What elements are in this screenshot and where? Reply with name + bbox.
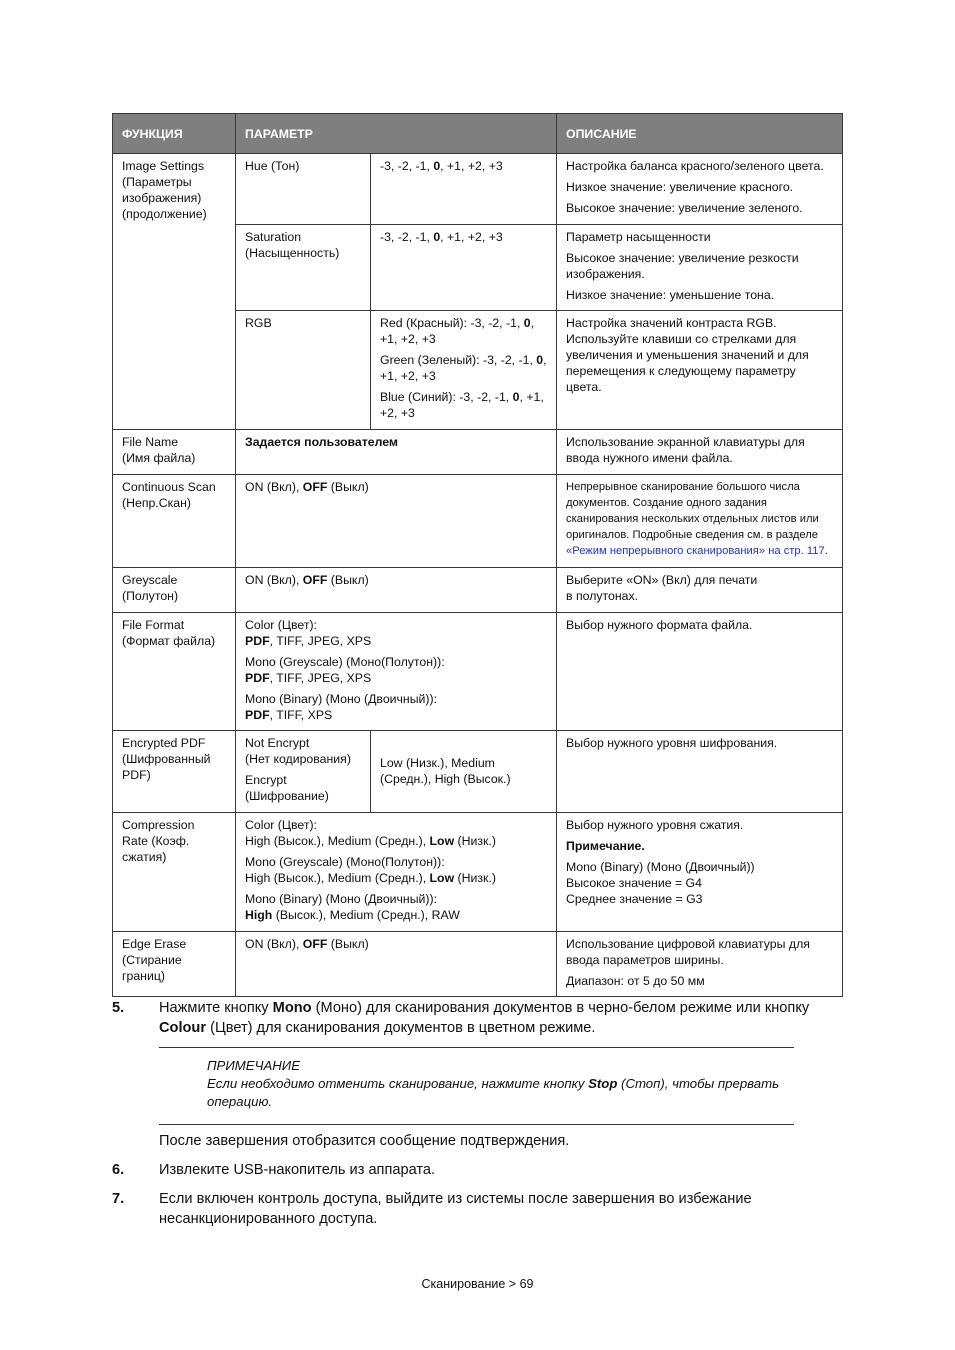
- step-5: 5. Нажмите кнопку Mono (Моно) для сканирования документов в черно-белом режиме или кнопку Colour (Цвет) для сканирования документов в цветном режиме.: [112, 1000, 810, 1036]
- header-function: ФУНКЦИЯ: [113, 114, 236, 154]
- table-row: [113, 731, 843, 813]
- desc-hue: Настройка баланса красного/зеленого цвета. Низкое значение: увеличение красного. Высокое значение: увеличение зеленого.: [557, 154, 843, 225]
- page-footer: Сканирование > 69: [421, 1277, 534, 1291]
- continuous-scan-link[interactable]: «Режим непрерывного сканирования» на стр. 117: [566, 545, 825, 557]
- table-row: [113, 813, 843, 932]
- desc-file-format: Выбор нужного формата файла.: [557, 613, 843, 731]
- note-box: [159, 1047, 794, 1125]
- header-parameter: ПАРАМЕТР: [236, 114, 557, 154]
- table-header-row: [113, 114, 843, 154]
- desc-rgb: Настройка значений контраста RGB. Используйте клавиши со стрелками для увеличения и уменьшения значений и для перемещения к следующему параметру цвета.: [557, 311, 843, 430]
- function-cell-greyscale: Greyscale (Полутон): [113, 568, 236, 613]
- step-7: 7. Если включен контроль доступа, выйдите из системы после завершения во избежание несанкционированного доступа.: [112, 1191, 752, 1227]
- values-rgb: Red (Красный): -3, -2, -1, 0, +1, +2, +3 Green (Зеленый): -3, -2, -1, 0, +1, +2, +3 Blue (Синий): -3, -2, -1, 0, +1, +2, +3: [371, 311, 557, 430]
- values-encrypted-pdf: Low (Низк.), Medium (Средн.), High (Высок.): [371, 731, 557, 813]
- param-saturation: Saturation (Насыщенность): [236, 225, 371, 311]
- param-edge-erase: ON (Вкл), OFF (Выкл): [236, 932, 557, 997]
- param-compression: Color (Цвет): High (Высок.), Medium (Средн.), Low (Низк.) Mono (Greyscale) (Моно(Полутон)): High (Высок.), Medium (Средн.), Low (Низк.) Mono (Binary) (Моно (Двоичный)): High (Высок.), Medium (Средн.), RAW: [236, 813, 557, 932]
- table-row: [113, 154, 843, 225]
- param-encrypted-pdf: Not Encrypt (Нет кодирования) Encrypt (Шифрование): [236, 731, 371, 813]
- desc-edge-erase: Использование цифровой клавиатуры для ввода параметров ширины. Диапазон: от 5 до 50 мм: [557, 932, 843, 997]
- desc-compression: Выбор нужного уровня сжатия. Примечание. Mono (Binary) (Моно (Двоичный)) Высокое значение = G4 Среднее значение = G3: [557, 813, 843, 932]
- param-file-name: Задается пользователем: [236, 430, 557, 475]
- header-description: ОПИСАНИЕ: [557, 114, 843, 154]
- function-cell-edge-erase: Edge Erase (Стирание границ): [113, 932, 236, 997]
- function-cell-file-name: File Name (Имя файла): [113, 430, 236, 475]
- values-hue: -3, -2, -1, 0, +1, +2, +3: [371, 154, 557, 225]
- param-hue: Hue (Тон): [236, 154, 371, 225]
- values-saturation: -3, -2, -1, 0, +1, +2, +3: [371, 225, 557, 311]
- param-file-format: Color (Цвет): PDF, TIFF, JPEG, XPS Mono (Greyscale) (Моно(Полутон)): PDF, TIFF, JPEG, XPS Mono (Binary) (Моно (Двоичный)): PDF, TIFF, XPS: [236, 613, 557, 731]
- function-cell-file-format: File Format (Формат файла): [113, 613, 236, 731]
- step-6: 6. Извлеките USB-накопитель из аппарата.: [112, 1162, 436, 1178]
- desc-greyscale: Выберите «ON» (Вкл) для печати в полутонах.: [557, 568, 843, 613]
- param-greyscale: ON (Вкл), OFF (Выкл): [236, 568, 557, 613]
- desc-saturation: Параметр насыщенности Высокое значение: увеличение резкости изображения. Низкое значение: уменьшение тона.: [557, 225, 843, 311]
- settings-table: [112, 113, 843, 997]
- desc-continuous-scan: Непрерывное сканирование большого числа документов. Создание одного задания сканирования нескольких отдельных листов или оригиналов. Подробные сведения см. в разделе «Режим непрерывного сканирования» на стр. 117.: [557, 475, 843, 568]
- function-cell-compression: Compression Rate (Коэф. сжатия): [113, 813, 236, 932]
- table-row: [113, 613, 843, 731]
- note-title: ПРИМЕЧАНИЕ: [207, 1058, 300, 1073]
- table-row: [113, 932, 843, 997]
- after-message: После завершения отобразится сообщение подтверждения.: [159, 1133, 570, 1149]
- param-continuous-scan: ON (Вкл), OFF (Выкл): [236, 475, 557, 568]
- function-cell-image-settings: Image Settings (Параметры изображения) (продолжение): [113, 154, 236, 430]
- desc-file-name: Использование экранной клавиатуры для ввода нужного имени файла.: [557, 430, 843, 475]
- desc-encrypted-pdf: Выбор нужного уровня шифрования.: [557, 731, 843, 813]
- table-row: [113, 475, 843, 568]
- table-row: [113, 568, 843, 613]
- table-row: [113, 430, 843, 475]
- function-cell-encrypted-pdf: Encrypted PDF (Шифрованный PDF): [113, 731, 236, 813]
- note-text: Если необходимо отменить сканирование, нажмите кнопку Stop (Стоп), чтобы прервать операцию.: [207, 1076, 780, 1109]
- param-rgb: RGB: [236, 311, 371, 430]
- function-cell-continuous-scan: Continuous Scan (Непр.Скан): [113, 475, 236, 568]
